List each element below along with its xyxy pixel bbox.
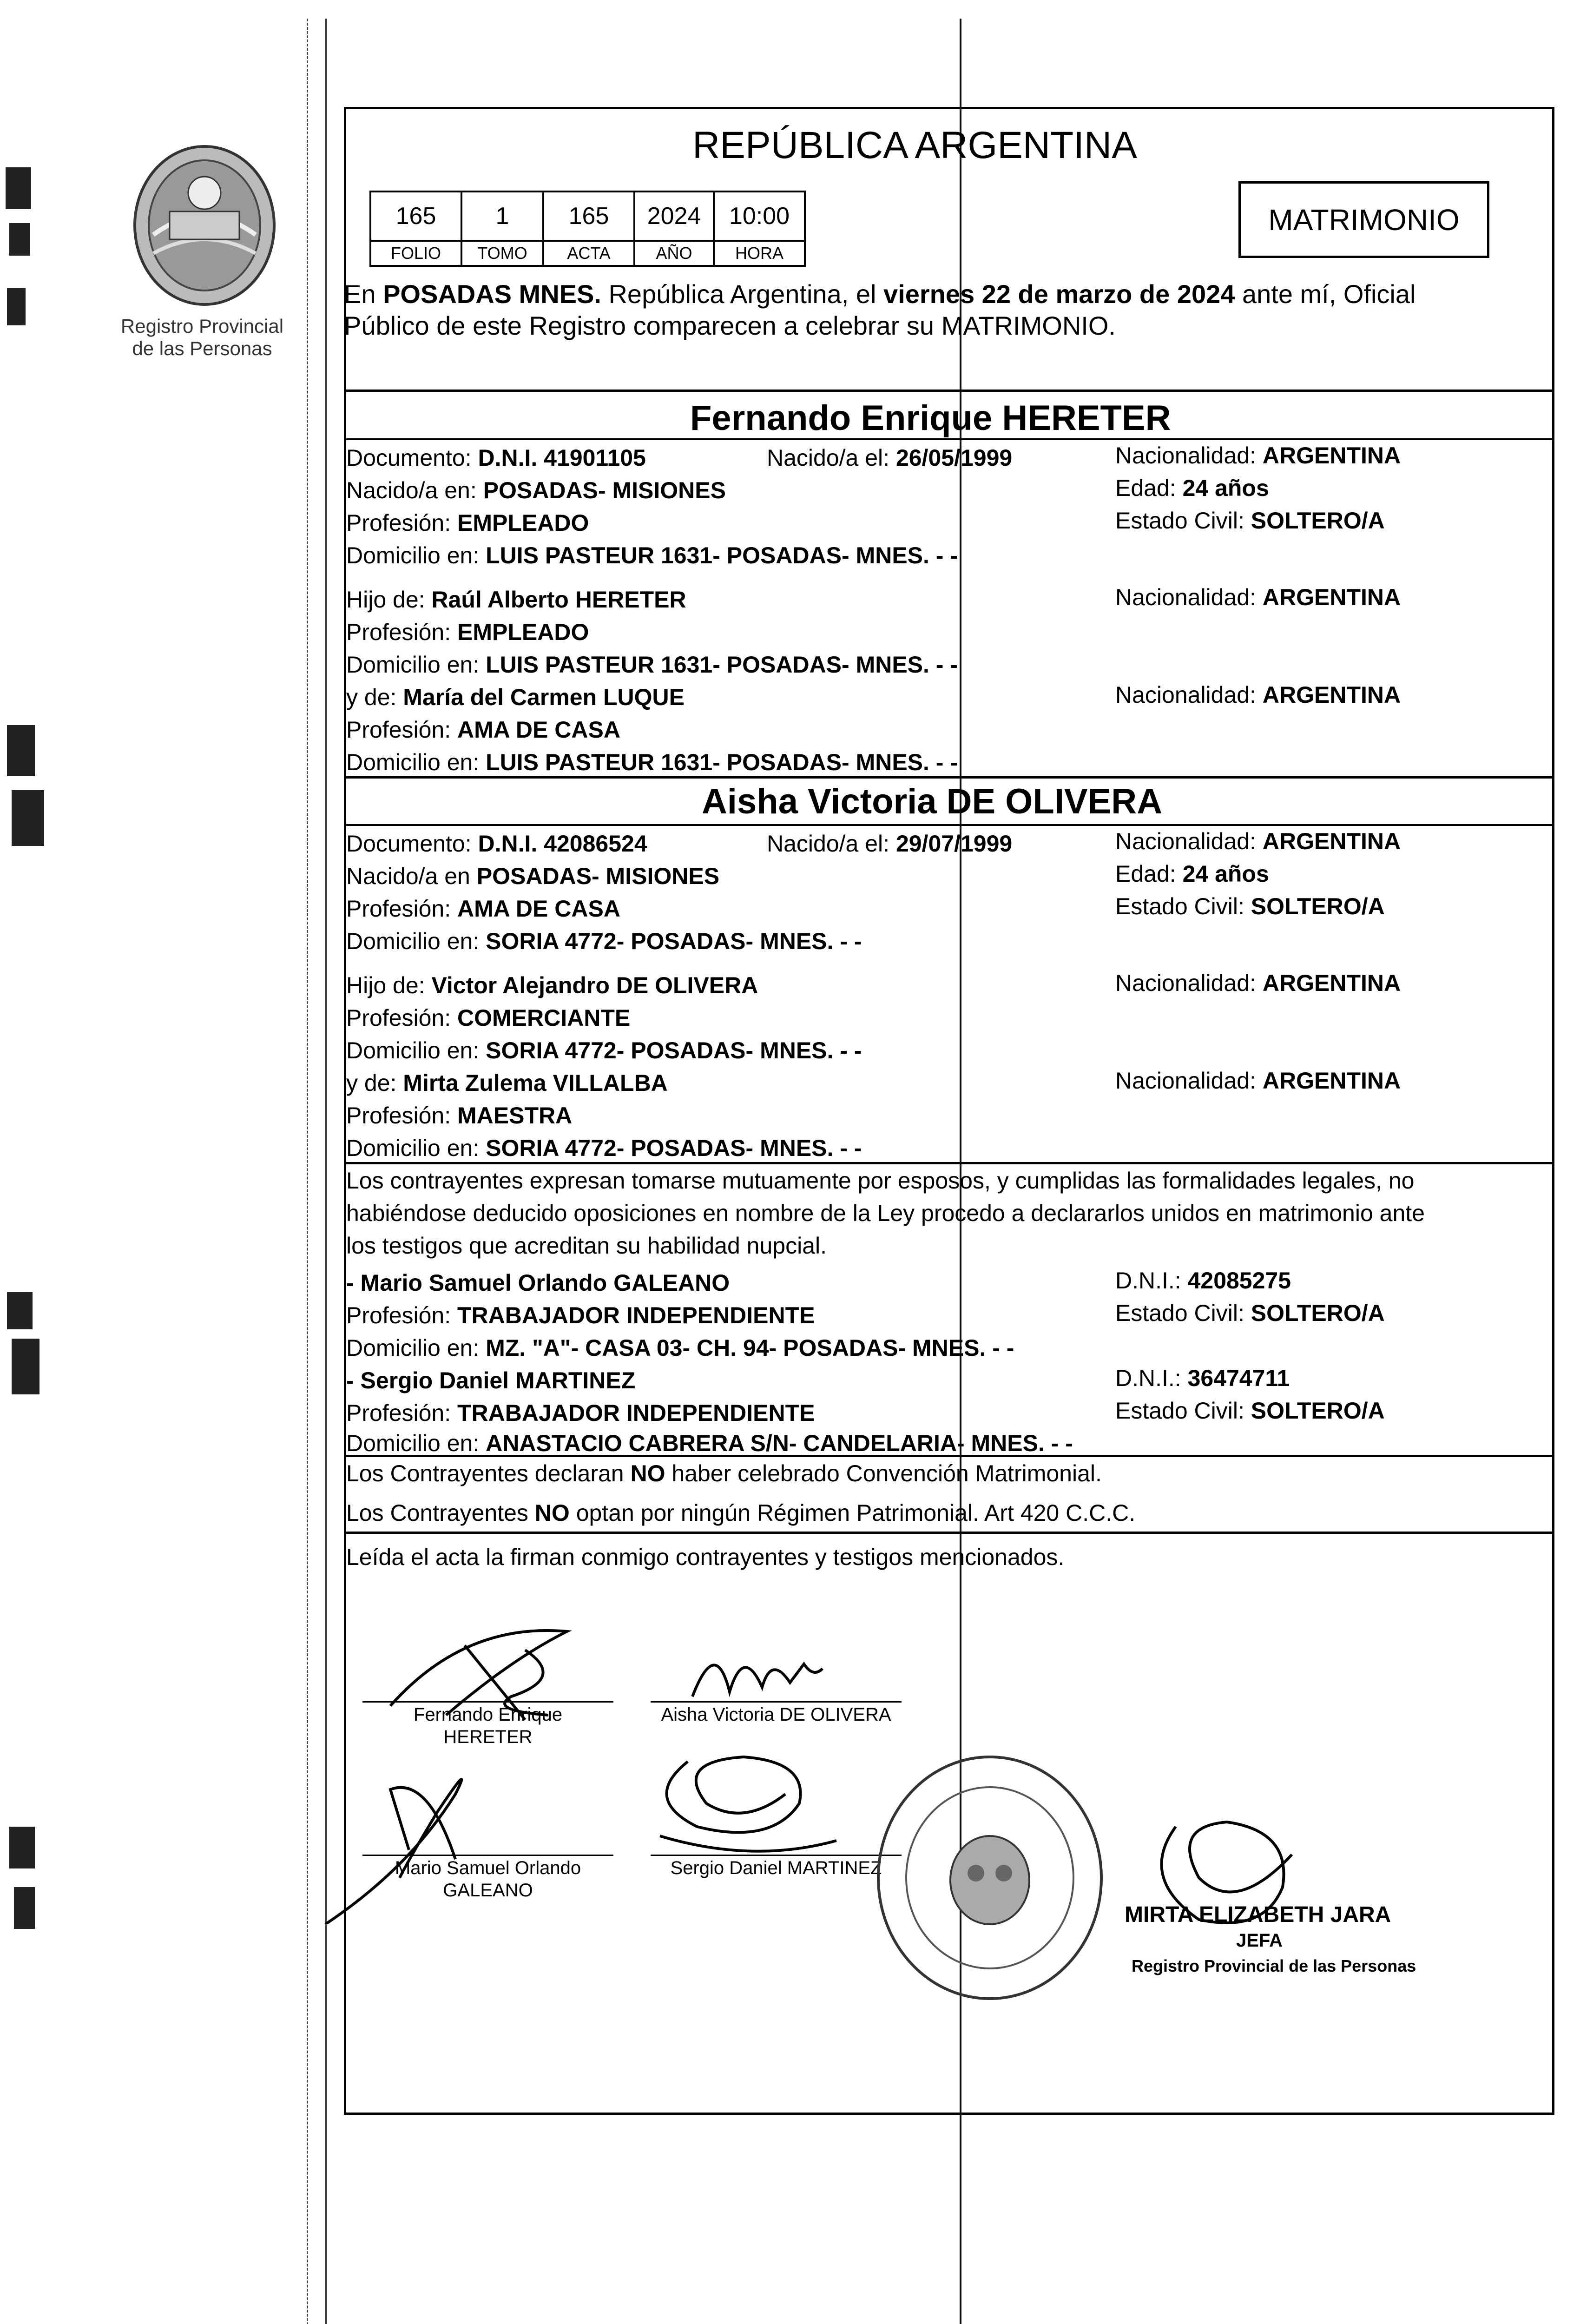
section-divider	[344, 1532, 1554, 1534]
spouse1-mother-profession: Profesión: AMA DE CASA	[346, 717, 620, 743]
spouse2-address: Domicilio en: SORIA 4772- POSADAS- MNES. - -	[346, 928, 862, 954]
spouse1-father-nationality: Nacionalidad: ARGENTINA	[1115, 584, 1401, 610]
signature-line	[651, 1701, 902, 1703]
spouse2-father-profession: Profesión: COMERCIANTE	[346, 1005, 631, 1031]
record-type-box: MATRIMONIO	[1238, 181, 1489, 258]
scan-margin-mark	[9, 1827, 35, 1868]
acta-caption: ACTA	[542, 240, 635, 267]
spouse1-civil-status: Estado Civil: SOLTERO/A	[1115, 508, 1385, 534]
spouse2-age: Edad: 24 años	[1115, 861, 1269, 887]
witness1-name: - Mario Samuel Orlando GALEANO	[346, 1270, 730, 1296]
country-title: REPÚBLICA ARGENTINA	[692, 124, 1137, 166]
spouse1-mother-nationality: Nacionalidad: ARGENTINA	[1115, 682, 1401, 708]
witness2-dni: D.N.I.: 36474711	[1115, 1365, 1290, 1391]
spouse1-birthplace: Nacido/a en: POSADAS- MISIONES	[346, 477, 726, 503]
declaration-line3: los testigos que acreditan su habilidad nupcial.	[346, 1233, 827, 1259]
hora-value: 10:00	[713, 191, 806, 242]
signature-line	[651, 1855, 902, 1856]
scan-margin-mark	[7, 725, 35, 776]
spouse2-father-address: Domicilio en: SORIA 4772- POSADAS- MNES. - -	[346, 1037, 862, 1063]
registry-name-line1: Registro Provincial	[120, 315, 284, 337]
ano-caption: AÑO	[633, 240, 715, 267]
spouse1-father-profession: Profesión: EMPLEADO	[346, 619, 589, 645]
spouse2-mother-nationality: Nacionalidad: ARGENTINA	[1115, 1068, 1401, 1094]
section-divider	[344, 1455, 1554, 1457]
tomo-value: 1	[461, 191, 544, 242]
section-divider	[344, 438, 1554, 440]
spouse2-mother-address: Domicilio en: SORIA 4772- POSADAS- MNES. - -	[346, 1135, 862, 1161]
spouse2-born: Nacido/a el: 29/07/1999	[767, 831, 1013, 857]
spouse2-birthplace: Nacido/a en POSADAS- MISIONES	[346, 863, 720, 889]
witness1-address: Domicilio en: MZ. "A"- CASA 03- CH. 94- POSADAS- MNES. - -	[346, 1335, 1014, 1361]
folio-caption: FOLIO	[369, 240, 462, 267]
regime-statement: Los Contrayentes NO optan por ningún Régimen Patrimonial. Art 420 C.C.C.	[346, 1500, 1136, 1526]
declaration-line1: Los contrayentes expresan tomarse mutuamente por esposos, y cumplidas las formalidades legales, no	[346, 1168, 1415, 1194]
official-stamp	[869, 1748, 1111, 2008]
spouse1-age: Edad: 24 años	[1115, 475, 1269, 501]
tomo-caption: TOMO	[461, 240, 544, 267]
witness2-name: - Sergio Daniel MARTINEZ	[346, 1367, 636, 1393]
scan-margin-mark	[7, 288, 26, 325]
signature-aisha	[674, 1627, 860, 1706]
acta-value: 165	[542, 191, 635, 242]
scan-margin-mark	[14, 1887, 35, 1929]
spouse1-document: Documento: D.N.I. 41901105	[346, 445, 646, 471]
intro-line2: Público de este Registro comparecen a celebrar su MATRIMONIO.	[344, 311, 1116, 340]
spouse2-profession: Profesión: AMA DE CASA	[346, 896, 620, 922]
signature-line	[362, 1701, 613, 1703]
spouse1-father: Hijo de: Raúl Alberto HERETER	[346, 587, 686, 613]
declaration-line2: habiéndose deducido oposiciones en nombre de la Ley procedo a declararlos unidos en matrimonio ante	[346, 1200, 1425, 1226]
spouse2-father-nationality: Nacionalidad: ARGENTINA	[1115, 970, 1401, 996]
spouse1-mother-address: Domicilio en: LUIS PASTEUR 1631- POSADAS- MNES. - -	[346, 749, 958, 775]
witness1-dni: D.N.I.: 42085275	[1115, 1268, 1291, 1294]
spouse2-document: Documento: D.N.I. 42086524	[346, 831, 647, 857]
section-divider	[344, 390, 1554, 392]
witness2-address: Domicilio en: ANASTACIO CABRERA S/N- CANDELARIA- MNES. - -	[346, 1430, 1073, 1456]
spouse1-born: Nacido/a el: 26/05/1999	[767, 445, 1013, 471]
signature-line	[362, 1855, 613, 1856]
folio-value: 165	[369, 191, 462, 242]
witness1-profession: Profesión: TRABAJADOR INDEPENDIENTE	[346, 1302, 815, 1328]
scan-margin-mark	[9, 223, 30, 256]
scan-margin-mark	[6, 167, 31, 209]
signature-caption-spouse1: Fernando Enrique HERETER	[413, 1704, 563, 1747]
closing-statement: Leída el acta la firman conmigo contrayentes y testigos mencionados.	[346, 1544, 1065, 1570]
spouse2-civil-status: Estado Civil: SOLTERO/A	[1115, 893, 1385, 919]
scan-fold-line	[325, 19, 327, 2324]
intro-line1: En POSADAS MNES. República Argentina, el viernes 22 de marzo de 2024 ante mí, Oficial	[344, 279, 1416, 309]
witness2-civil-status: Estado Civil: SOLTERO/A	[1115, 1398, 1385, 1424]
spouse1-name: Fernando Enrique HERETER	[690, 398, 1171, 438]
signature-caption-witness2: Sergio Daniel MARTINEZ	[670, 1858, 882, 1878]
spouse1-mother: y de: María del Carmen LUQUE	[346, 684, 685, 710]
spouse2-nationality: Nacionalidad: ARGENTINA	[1115, 828, 1401, 854]
scan-margin-mark	[7, 1292, 33, 1329]
spouse1-father-address: Domicilio en: LUIS PASTEUR 1631- POSADAS- MNES. - -	[346, 652, 958, 678]
signature-caption-witness1: Mario Samuel Orlando GALEANO	[395, 1858, 581, 1901]
section-divider	[344, 1162, 1554, 1164]
spouse1-address: Domicilio en: LUIS PASTEUR 1631- POSADAS- MNES. - -	[346, 542, 958, 568]
official-name: MIRTA ELIZABETH JARA	[1125, 1902, 1391, 1927]
witness2-profession: Profesión: TRABAJADOR INDEPENDIENTE	[346, 1400, 815, 1426]
signature-sergio	[632, 1734, 864, 1873]
provincial-seal	[125, 142, 283, 314]
spouse1-nationality: Nacionalidad: ARGENTINA	[1115, 442, 1401, 469]
registry-name-line2: de las Personas	[132, 337, 272, 359]
hora-caption: HORA	[713, 240, 806, 267]
section-divider	[344, 824, 1554, 826]
scan-margin-mark	[12, 790, 44, 846]
convention-statement: Los Contrayentes declaran NO haber celebrado Convención Matrimonial.	[346, 1460, 1102, 1486]
spouse2-mother: y de: Mirta Zulema VILLALBA	[346, 1070, 668, 1096]
scan-fold-line	[307, 19, 308, 2324]
spouse2-father: Hijo de: Victor Alejandro DE OLIVERA	[346, 972, 758, 998]
section-divider	[344, 776, 1554, 779]
scan-margin-mark	[12, 1339, 40, 1394]
official-office: Registro Provincial de las Personas	[1132, 1956, 1416, 1975]
spouse2-name: Aisha Victoria DE OLIVERA	[702, 782, 1163, 821]
spouse2-mother-profession: Profesión: MAESTRA	[346, 1103, 573, 1129]
signature-caption-spouse2: Aisha Victoria DE OLIVERA	[661, 1704, 891, 1725]
witness1-civil-status: Estado Civil: SOLTERO/A	[1115, 1300, 1385, 1326]
spouse1-profession: Profesión: EMPLEADO	[346, 510, 589, 536]
official-title: JEFA	[1236, 1930, 1283, 1951]
ano-value: 2024	[633, 191, 715, 242]
